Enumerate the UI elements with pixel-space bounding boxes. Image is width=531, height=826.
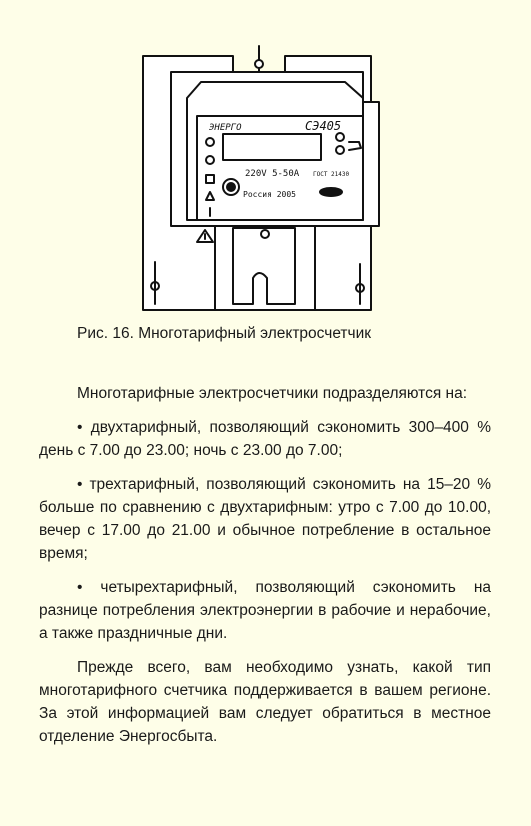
paragraph-intro: Многотарифные электросчетчики подразделяются на: bbox=[77, 385, 468, 402]
paragraph-conclusion: Прежде всего, вам необходимо узнать, какой тип многотарифного счетчика поддерживается в вашем регионе. За этой информацией вам следует обратиться в местное отделение Энергосбыта. bbox=[39, 659, 491, 745]
figure-caption: Рис. 16. Многотарифный электросчетчик bbox=[77, 325, 372, 342]
electricity-meter-illustration bbox=[135, 42, 380, 317]
meter-standard-label: ГОСТ 21430 bbox=[313, 171, 350, 178]
bullet-four-tariff: • четырехтарифный, позволяющий сэкономить на разнице потребления электроэнергии в рабочие и нерабочие, а также праздничные дни. bbox=[39, 579, 491, 642]
body-text bbox=[39, 382, 491, 759]
meter-origin-label: Россия 2005 bbox=[243, 190, 296, 199]
meter-brand-label: ЭНЕРГО bbox=[209, 123, 242, 133]
meter-model-label: СЭ405 bbox=[305, 119, 342, 133]
bullet-two-tariff: • двухтарифный, позволяющий сэкономить 300–400 % день с 7.00 до 23.00; ночь с 23.00 до 7.00; bbox=[39, 419, 491, 459]
bullet-three-tariff: • трехтарифный, позволяющий сэкономить на 15–20 % больше по сравнению с двухтарифным: утро с 7.00 до 10.00, вечер с 17.00 до 21.00 и обычное потребление в остальное время; bbox=[39, 476, 491, 562]
meter-rating-label: 220V 5-50A bbox=[245, 169, 300, 179]
